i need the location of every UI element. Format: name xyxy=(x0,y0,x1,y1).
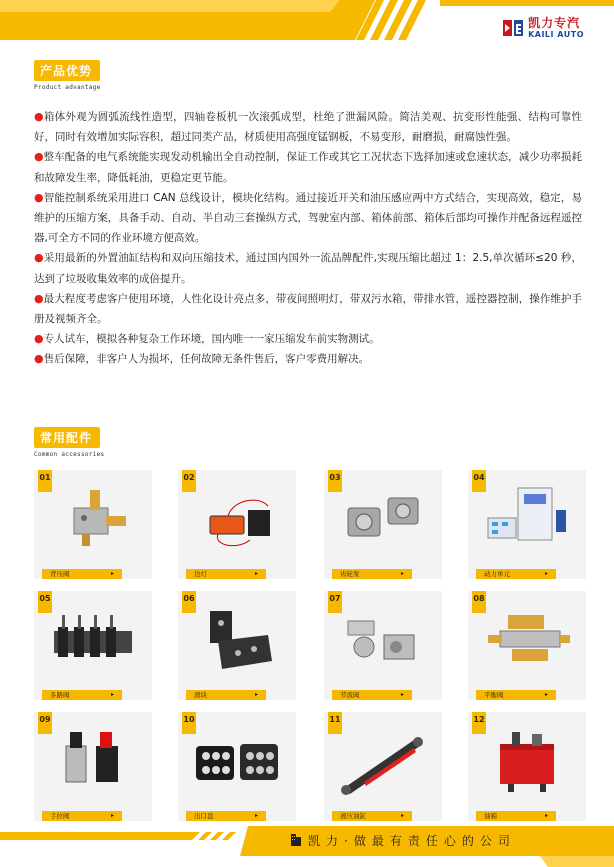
advantage-item: ●智能控制系统采用进口 CAN 总线设计，模块化结构。通过接近开关和油压感应两中方式结合，实现高效，稳定，易维护的压缩方案，具备手动、自动、半自动三套操纵方式，驾驶室内部、箱体前部、箱体后部均可操作并配备远程遥控器,可全方不同的作业环境方便高效。 xyxy=(34,190,582,245)
advantage-item: ●售后保障，非客户人为损坏，任何故障无条件售后，客户零费用解决。 xyxy=(34,352,370,366)
bullet-dot-icon: ● xyxy=(34,150,44,164)
control-box-icon xyxy=(478,480,576,560)
accessory-card xyxy=(324,591,442,700)
brand-name-en: KAILI AUTO xyxy=(528,30,584,39)
bullet-dot-icon: ● xyxy=(34,110,44,123)
gear-pump-icon xyxy=(334,480,432,560)
multiway-valve-icon xyxy=(44,601,142,681)
valve-block-icon xyxy=(44,480,142,560)
accessory-number: 02 xyxy=(182,470,196,492)
accessory-label: 动力单元 ▸ xyxy=(476,569,556,579)
led-light-icon xyxy=(188,722,286,802)
advantages-subtitle: Product advantage xyxy=(34,84,101,91)
advantage-item: ●专人试车，模拟各种复杂工作环境，国内唯一一家压缩发车前实物测试。 xyxy=(34,332,380,346)
accessory-card xyxy=(468,712,586,821)
advantage-item: ●最大程度考虑客户使用环境，人性化设计亮点多，带夜间照明灯，带双污水箱，带排水管，遥控器控制，操作维护手册及视频齐全。 xyxy=(34,291,582,326)
accessories-heading xyxy=(34,427,104,458)
brand-logo xyxy=(502,14,584,42)
accessory-number: 10 xyxy=(182,712,196,734)
oil-tank-icon xyxy=(478,722,576,802)
accessory-label: 多路阀 ▸ xyxy=(42,690,122,700)
accessory-label: 平衡阀 ▸ xyxy=(476,690,556,700)
accessory-number: 12 xyxy=(472,712,486,734)
throttle-valve-icon xyxy=(334,601,432,681)
footer-band xyxy=(0,826,614,867)
bullet-dot-icon: ● xyxy=(34,332,44,346)
hydraulic-cylinder-icon xyxy=(334,722,432,802)
building-icon xyxy=(290,832,302,846)
accessory-card xyxy=(324,470,442,579)
accessory-card xyxy=(468,470,586,579)
accessory-number: 11 xyxy=(328,712,342,734)
accessories-title: 常用配件 xyxy=(34,427,100,448)
accessory-number: 06 xyxy=(182,591,196,613)
advantage-item: ●采用最新的外置油缸结构和双向压缩技术，通过国内国外一流品牌配件,实现压缩比超过 1：2.5,单次循环≤20 秒，达到了垃圾收集效率的成倍提升。 xyxy=(34,251,582,285)
hand-valve-icon xyxy=(44,722,142,802)
accessory-label: 出口盘 ▸ xyxy=(186,811,266,821)
accessory-number: 09 xyxy=(38,712,52,734)
advantages-heading xyxy=(34,60,101,91)
bullet-dot-icon: ● xyxy=(34,291,44,305)
accessory-number: 05 xyxy=(38,591,52,613)
footer-slogan: 凯力·做最有责任心的公司 xyxy=(308,834,516,848)
accessory-card xyxy=(178,470,296,579)
accessory-label: 齿轮泵 ▸ xyxy=(332,569,412,579)
accessory-label: 节流阀 ▸ xyxy=(332,690,412,700)
advantages-list xyxy=(34,107,582,370)
balance-valve-icon xyxy=(478,601,576,681)
side-lamp-icon xyxy=(188,480,286,560)
accessory-label: 液压油缸 ▸ xyxy=(332,811,412,821)
bullet-dot-icon: ● xyxy=(34,352,44,366)
slider-block-icon xyxy=(188,601,286,681)
accessory-label: 手拉阀 ▸ xyxy=(42,811,122,821)
accessory-card xyxy=(34,712,152,821)
accessory-number: 04 xyxy=(472,470,486,492)
advantages-title: 产品优势 xyxy=(34,60,100,81)
bullet-dot-icon: ● xyxy=(34,251,44,265)
accessory-card xyxy=(34,591,152,700)
accessory-label: 滑块 ▸ xyxy=(186,690,266,700)
advantage-item: ●整车配备的电气系统能实现发动机输出全自动控制，保证工作或其它工况状态下选择加速或怠速状态，减少功率损耗和故障发生率，降低耗油，更稳定更节能。 xyxy=(34,150,582,184)
accessory-number: 07 xyxy=(328,591,342,613)
accessory-label: 背压阀 ▸ xyxy=(42,569,122,579)
accessory-number: 03 xyxy=(328,470,342,492)
accessory-card xyxy=(34,470,152,579)
brand-name-cn: 凯力专汽 xyxy=(528,16,581,30)
accessory-label: 油箱 ▸ xyxy=(476,811,556,821)
brand-mark-icon xyxy=(502,17,524,39)
accessory-card xyxy=(324,712,442,821)
accessory-card xyxy=(178,591,296,700)
accessory-card xyxy=(468,591,586,700)
accessory-label: 边灯 ▸ xyxy=(186,569,266,579)
accessory-card xyxy=(178,712,296,821)
accessory-number: 01 xyxy=(38,470,52,492)
bullet-dot-icon: ● xyxy=(34,190,44,204)
accessory-number: 08 xyxy=(472,591,486,613)
advantage-item: ●箱体外观为圆弧流线性造型，四轴卷板机一次滚弧成型，杜绝了泄漏风险。简洁美观、抗变形性能强、结构可靠性好，同时有效增加实际容积，超过同类产品，材质使用高强度锰钢板，不易变形，耐磨损，耐腐蚀性强。 xyxy=(34,110,582,144)
accessories-subtitle: Common accessories xyxy=(34,451,105,458)
